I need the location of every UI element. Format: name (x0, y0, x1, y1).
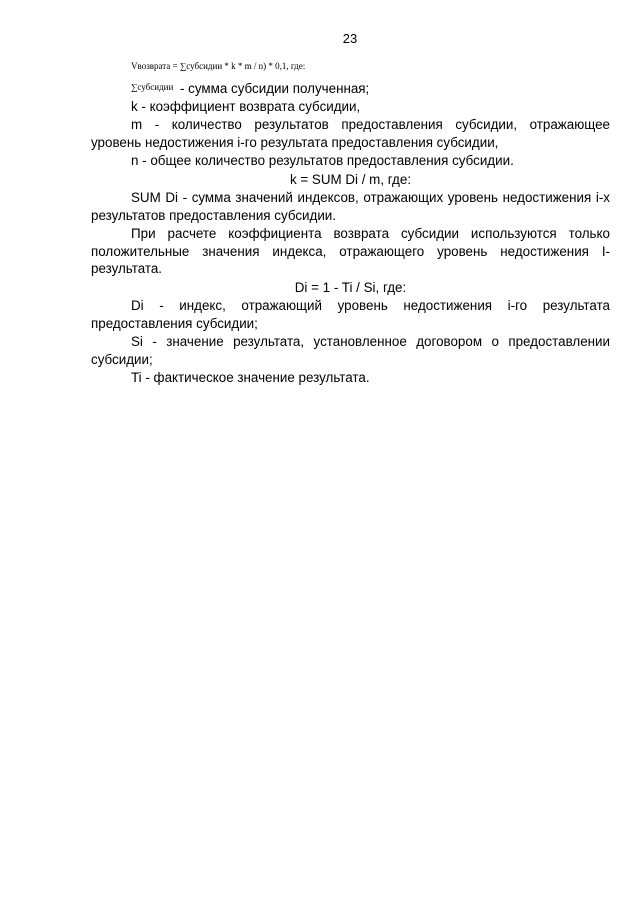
sum-symbol-label: ∑субсидии (131, 82, 174, 92)
sum-di-definition-paragraph: SUM Di - сумма значений индексов, отражающих уровень недостижения i-х результатов предоставления субсидии. (91, 190, 610, 223)
ti-definition-paragraph: Ti - фактическое значение результата. (131, 370, 370, 385)
si-definition-paragraph: Si - значение результата, установленное договором о предоставлении субсидии; (91, 334, 610, 367)
page-number: 23 (342, 31, 358, 46)
n-definition-paragraph: n - общее количество результатов предоставления субсидии. (131, 153, 514, 168)
k-definition-paragraph: k - коэффициент возврата субсидии, (131, 98, 361, 114)
di-formula: Di = 1 - Ti / Si, где: (294, 279, 407, 295)
m-definition-paragraph: m - количество результатов предоставления субсидии, отражающее уровень недостижения i-го результата предоставления субсидии, (91, 117, 610, 150)
return-amount-formula: Vвозврата = ∑субсидии * k * m / n) * 0,1, где: (131, 61, 306, 71)
k-formula: k = SUM Di / m, где: (289, 171, 412, 187)
sum-definition-text: - сумма субсидии полученная; (176, 81, 370, 96)
positive-values-note-paragraph: При расчете коэффициента возврата субсидии используются только положительные значения индекса, отражающего уровень недостижения I-результата. (91, 226, 610, 276)
document-body (91, 60, 610, 388)
sum-definition-paragraph (91, 79, 610, 98)
di-definition-paragraph: Di - индекс, отражающий уровень недостижения i-го результата предоставления субсидии; (91, 298, 610, 331)
